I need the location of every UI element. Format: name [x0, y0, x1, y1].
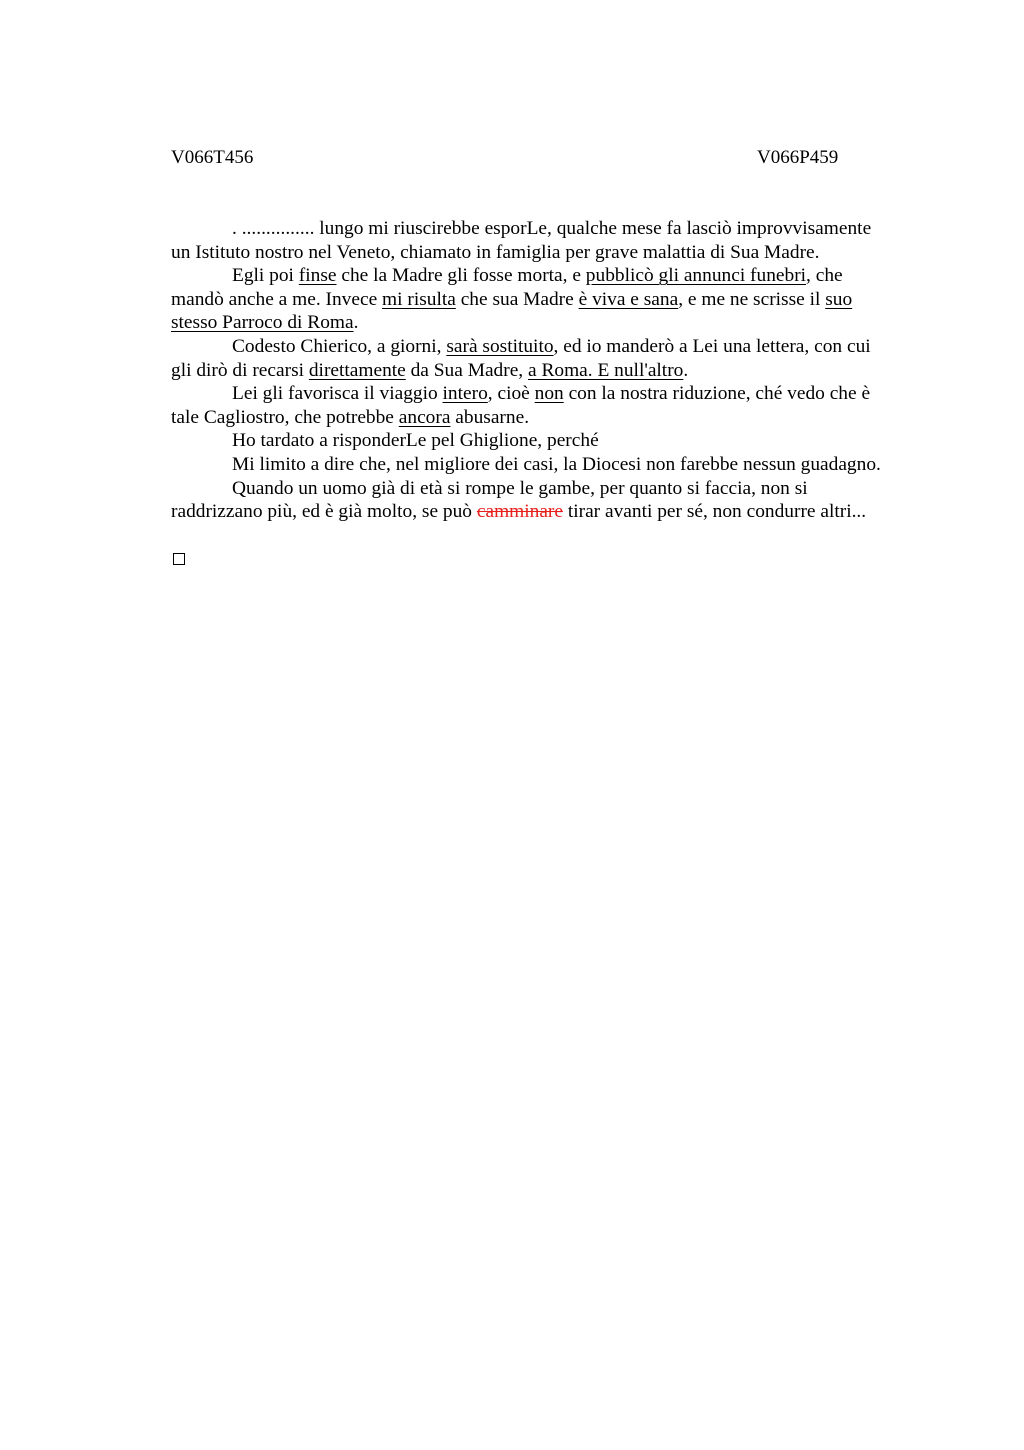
underlined-text: finse	[298, 265, 337, 287]
text-run: Egli poi	[232, 265, 299, 287]
paragraph-text: un Istituto nostro nel Veneto, chiamato in famiglia per grave malattia di Sua Madre.	[171, 241, 820, 263]
underlined-text: direttamente	[308, 359, 406, 381]
text-run: gli dirò di recarsi	[171, 359, 309, 381]
underlined-text: non	[534, 383, 564, 405]
underlined-text: suo	[825, 288, 853, 310]
underlined-text: sarà sostituito	[446, 335, 554, 357]
text-run: , che	[806, 265, 843, 287]
text-run: abusarne.	[450, 406, 530, 428]
paragraph-2	[171, 264, 931, 335]
underlined-text: a Roma. E null'altro	[528, 359, 684, 381]
text-run: .	[683, 359, 689, 381]
deleted-text: camminare	[476, 501, 563, 523]
paragraph-4	[171, 382, 931, 429]
text-run: che sua Madre	[455, 288, 579, 310]
paragraph-3	[171, 335, 931, 382]
paragraph-6	[171, 453, 931, 477]
paragraph-text: Ho tardato a risponderLe pel Ghiglione, perché	[232, 430, 599, 452]
text-run: mandò anche a me. Invece	[171, 288, 383, 310]
paragraph-text: . ............... lungo mi riuscirebbe esporLe, qualche mese fa lasciò improvvisamente	[232, 218, 872, 239]
underlined-text: ancora	[398, 406, 451, 428]
document-code-right: V066P459	[757, 147, 839, 168]
text-run: , cioè	[487, 383, 535, 405]
underlined-text: intero	[442, 383, 488, 405]
text-run: , e me ne scrisse il	[678, 288, 826, 310]
paragraph-5	[171, 429, 931, 453]
text-run: .	[353, 312, 359, 334]
text-run: tale Cagliostro, che potrebbe	[171, 406, 399, 428]
text-run: con la nostra riduzione, ché vedo che è	[563, 383, 871, 405]
underlined-text: stesso Parroco di Roma	[171, 312, 354, 334]
letter-body	[171, 217, 931, 524]
underlined-text: mi risulta	[382, 288, 456, 310]
paragraph-text: Mi limito a dire che, nel migliore dei casi, la Diocesi non farebbe nessun guadagno.	[232, 453, 881, 475]
paragraph-7	[171, 477, 931, 524]
underlined-text: è viva e sana	[578, 288, 679, 310]
text-run: da Sua Madre,	[405, 359, 528, 381]
paragraph-1	[171, 217, 931, 264]
text-run: , ed io manderò a Lei una lettera, con cui	[553, 335, 871, 357]
text-run: tirar avanti per sé, non condurre altri...	[563, 501, 867, 523]
text-run: Codesto Chierico, a giorni,	[232, 335, 447, 357]
document-code-left: V066T456	[171, 147, 254, 168]
text-run: Quando un uomo già di età si rompe le gambe, per quanto si faccia, non si	[232, 477, 808, 499]
text-run: che la Madre gli fosse morta, e	[336, 265, 586, 287]
empty-box-symbol	[173, 553, 185, 565]
text-run: Lei gli favorisca il viaggio	[232, 383, 443, 405]
text-run: raddrizzano più, ed è già molto, se può	[171, 501, 477, 523]
underlined-text: pubblicò gli annunci funebri	[585, 265, 807, 287]
